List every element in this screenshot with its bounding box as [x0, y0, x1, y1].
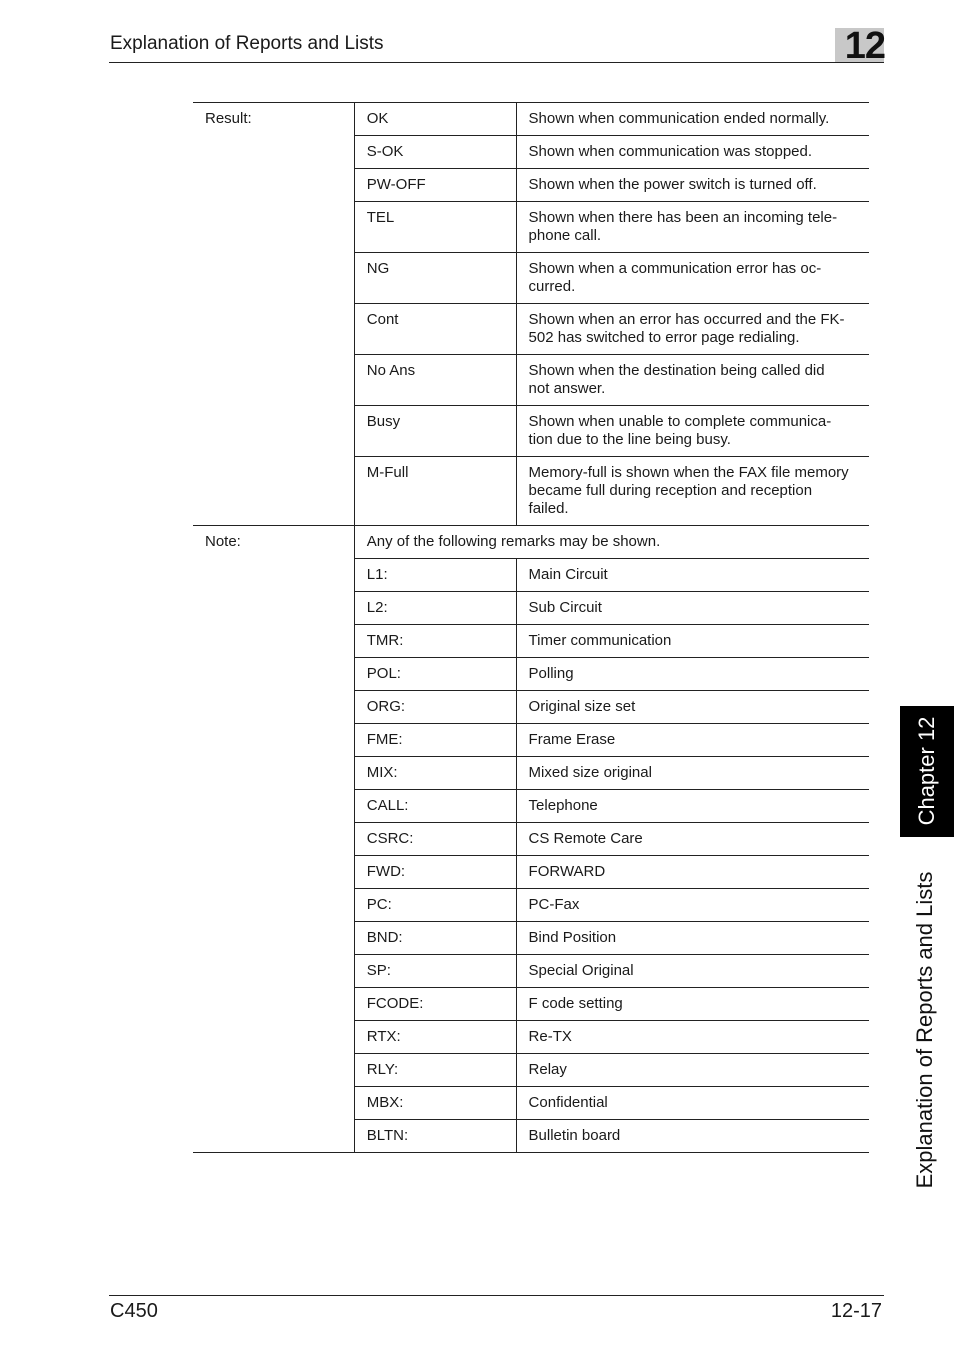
- note-code: SP:: [354, 955, 516, 988]
- note-code: TMR:: [354, 625, 516, 658]
- result-description: Shown when unable to complete communica- tion due to the line being busy.: [516, 406, 869, 457]
- result-code: TEL: [354, 202, 516, 253]
- note-code: POL:: [354, 658, 516, 691]
- result-code: Busy: [354, 406, 516, 457]
- footer-rule: [109, 1295, 884, 1296]
- note-code: FWD:: [354, 856, 516, 889]
- result-description: Shown when the destination being called did not answer.: [516, 355, 869, 406]
- note-description: Telephone: [516, 790, 869, 823]
- note-code: ORG:: [354, 691, 516, 724]
- header-rule: [109, 62, 884, 63]
- note-code: RLY:: [354, 1054, 516, 1087]
- reference-table: [193, 102, 869, 1153]
- result-description: Shown when there has been an incoming tele- phone call.: [516, 202, 869, 253]
- note-description: CS Remote Care: [516, 823, 869, 856]
- note-code: CALL:: [354, 790, 516, 823]
- note-code: MIX:: [354, 757, 516, 790]
- result-code: No Ans: [354, 355, 516, 406]
- note-description: Sub Circuit: [516, 592, 869, 625]
- result-description: Shown when an error has occurred and the FK- 502 has switched to error page redialing.: [516, 304, 869, 355]
- result-code: NG: [354, 253, 516, 304]
- result-code: S-OK: [354, 136, 516, 169]
- note-code: CSRC:: [354, 823, 516, 856]
- note-description: Mixed size original: [516, 757, 869, 790]
- note-description: Original size set: [516, 691, 869, 724]
- result-description: Shown when a communication error has oc- curred.: [516, 253, 869, 304]
- result-row: [193, 103, 869, 136]
- result-code: PW-OFF: [354, 169, 516, 202]
- result-description: Shown when communication ended normally.: [516, 103, 869, 136]
- note-description: FORWARD: [516, 856, 869, 889]
- footer-model: C450: [110, 1300, 158, 1322]
- note-intro-row: [193, 526, 869, 559]
- note-description: Confidential: [516, 1087, 869, 1120]
- note-description: Relay: [516, 1054, 869, 1087]
- note-code: BLTN:: [354, 1120, 516, 1153]
- section-tab-label: Explanation of Reports and Lists: [912, 871, 937, 1189]
- result-description: Memory-full is shown when the FAX file memory became full during reception and reception failed.: [516, 457, 869, 526]
- note-code: L1:: [354, 559, 516, 592]
- chapter-number: 12: [844, 25, 885, 67]
- page-header-title: Explanation of Reports and Lists: [110, 33, 384, 54]
- footer-page-number: 12-17: [830, 1300, 882, 1322]
- result-code: Cont: [354, 304, 516, 355]
- note-description: Bulletin board: [516, 1120, 869, 1153]
- note-description: Polling: [516, 658, 869, 691]
- note-code: MBX:: [354, 1087, 516, 1120]
- note-code: FME:: [354, 724, 516, 757]
- result-code: M-Full: [354, 457, 516, 526]
- note-code: PC:: [354, 889, 516, 922]
- result-label: Result:: [193, 103, 354, 526]
- note-description: Bind Position: [516, 922, 869, 955]
- note-description: Re-TX: [516, 1021, 869, 1054]
- note-description: Main Circuit: [516, 559, 869, 592]
- note-intro: Any of the following remarks may be shown.: [354, 526, 869, 559]
- note-code: FCODE:: [354, 988, 516, 1021]
- note-description: Timer communication: [516, 625, 869, 658]
- result-code: OK: [354, 103, 516, 136]
- note-description: Frame Erase: [516, 724, 869, 757]
- note-description: F code setting: [516, 988, 869, 1021]
- chapter-tab-label: Chapter 12: [914, 716, 939, 826]
- note-code: BND:: [354, 922, 516, 955]
- note-label: Note:: [193, 526, 354, 1153]
- note-description: PC-Fax: [516, 889, 869, 922]
- note-code: L2:: [354, 592, 516, 625]
- note-code: RTX:: [354, 1021, 516, 1054]
- note-description: Special Original: [516, 955, 869, 988]
- result-description: Shown when communication was stopped.: [516, 136, 869, 169]
- result-description: Shown when the power switch is turned off.: [516, 169, 869, 202]
